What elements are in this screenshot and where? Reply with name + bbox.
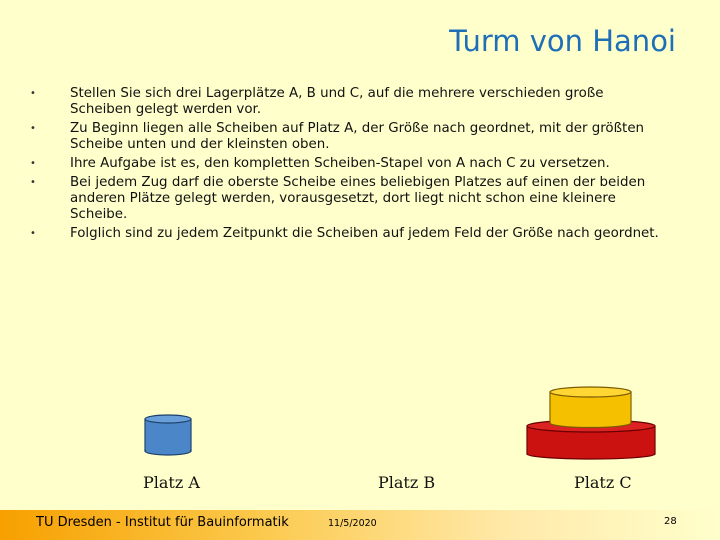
bullet-text: Stellen Sie sich drei Lagerplätze A, B und C, auf die mehrere verschieden große Scheiben gelegt werden vor.	[70, 86, 604, 118]
label-platz-c: Platz C	[574, 473, 632, 492]
bullet-icon: •	[30, 176, 36, 188]
bullet-text: Zu Beginn liegen alle Scheiben auf Platz A, der Größe nach geordnet, mit der größten Scheibe unten und der kleinsten oben.	[70, 121, 645, 153]
footer-date: 11/5/2020	[328, 518, 377, 529]
bullet-icon: •	[30, 158, 36, 169]
disk-small-blue	[145, 415, 191, 455]
footer-institution: TU Dresden - Institut für Bauinformatik	[36, 515, 289, 530]
slide-title: Turm von Hanoi	[449, 24, 676, 58]
bullet-icon: •	[30, 123, 36, 134]
disk-medium-yellow	[550, 387, 631, 428]
label-platz-b: Platz B	[378, 473, 436, 492]
bullet-text: Bei jedem Zug darf die oberste Scheibe eines beliebigen Platzes auf einen der beiden anderen Plätze gelegt werden, vorausgesetzt, dort liegt nicht schon eine kleinere Scheibe.	[70, 174, 646, 223]
bullet-text: Folglich sind zu jedem Zeitpunkt die Scheiben auf jedem Feld der Größe nach geordnet.	[70, 226, 659, 241]
footer-page-number: 28	[664, 516, 677, 527]
bullet-text: Ihre Aufgabe ist es, den kompletten Scheiben-Stapel von A nach C zu versetzen.	[70, 156, 610, 171]
bullet-icon: •	[30, 228, 36, 239]
bullet-icon: •	[30, 88, 36, 99]
label-platz-a: Platz A	[143, 473, 200, 492]
